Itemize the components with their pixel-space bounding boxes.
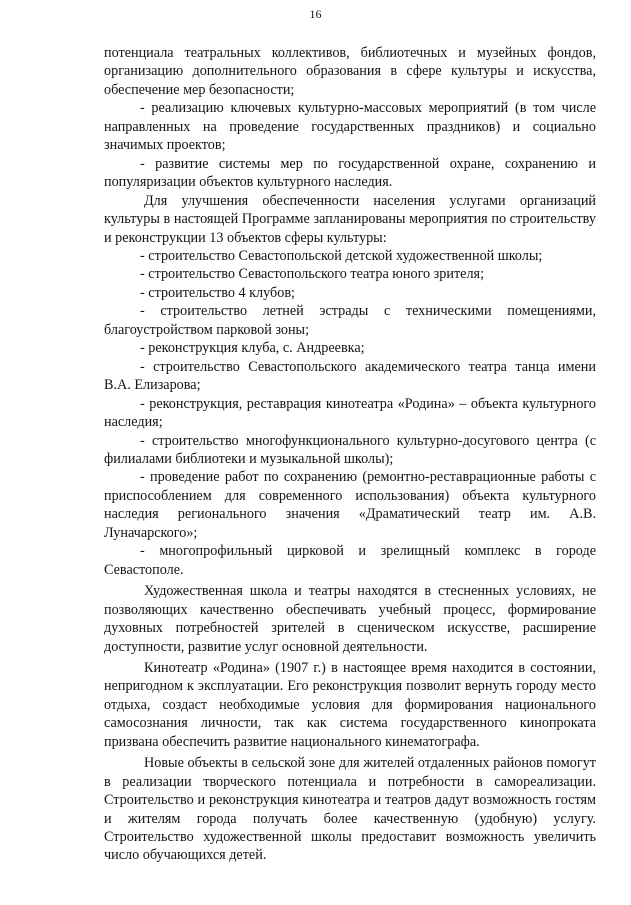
list-item-youth-theatre: - строительство Севастопольского театра юного зрителя;: [140, 266, 485, 283]
list-item-mass-events: - реализацию ключевых культурно-массовых мероприятий (в том числе направленных на проведение государственных праздников) и социально значимых проектов;: [104, 100, 596, 154]
list-item-circus-complex: - многопрофильный цирковой и зрелищный комплекс в городе Севастополе.: [104, 543, 596, 578]
list-item-cultural-center: - строительство многофункционального культурно-досугового центра (с филиалами библиотеки и музыкальной школы);: [104, 432, 596, 467]
list-item-heritage-protection: - развитие системы мер по государственной охране, сохранению и популяризации объектов культурного наследия.: [104, 155, 596, 191]
page-number: 16: [309, 7, 322, 21]
list-item-four-clubs: - строительство 4 клубов;: [140, 284, 295, 301]
list-item-drama-theatre: - проведение работ по сохранению (ремонтно-реставрационные работы с приспособлением для современного использования) объекта культурного наследия регионального значения «Драматический театр им. А.В. Луначарского»;: [104, 469, 596, 541]
paragraph-rural-objects: Новые объекты в сельской зоне для жителей отдаленных районов помогут в реализации творческого потенциала и потребности в самореализации. Строительство и реконструкция кинотеатра и театров дадут возможность гостям и жителям города получать более качественную (удобную) услугу. Строительство художественной школы предоставит возможность увеличить число обучающихся детей.: [104, 755, 596, 864]
list-item-summer-stage: - строительство летней эстрады с техническими помещениями, благоустройством парковой зоны;: [104, 303, 596, 338]
paragraph-cramped-conditions: Художественная школа и театры находятся в стесненных условиях, не позволяющих качественно обеспечивать учебный процесс, формирование духовных потребностей зрителей в сценическом искусстве, расширение доступности, развитие услуг основной деятельности.: [104, 583, 596, 655]
paragraph-intro-continuation: потенциала театральных коллективов, библиотечных и музейных фондов, организацию дополнительного образования в сфере культуры и искусства, обеспечение мер безопасности;: [104, 45, 596, 98]
document-body: [104, 44, 596, 865]
list-item-rodina-cinema: - реконструкция, реставрация кинотеатра «Родина» – объекта культурного наследия;: [104, 395, 596, 431]
paragraph-rodina-cinema: Кинотеатр «Родина» (1907 г.) в настоящее время находится в состоянии, непригодном к эксплуатации. Его реконструкция позволит вернуть городу место отдыха, создаст необходимые условия для формирования национального самосознания личности, так как система государственного кинопроката призвана обеспечить развитие национального кинематографа.: [104, 659, 596, 750]
list-item-art-school: - строительство Севастопольской детской художественной школы;: [140, 247, 543, 264]
paragraph-construction-plan: Для улучшения обеспеченности населения услугами организаций культуры в настоящей Программе запланированы мероприятия по строительству и реконструкции 13 объектов сферы культуры:: [104, 192, 596, 246]
list-item-dance-theatre: - строительство Севастопольского академического театра танца имени В.А. Елизарова;: [104, 358, 596, 394]
list-item-andreevka-club: - реконструкция клуба, с. Андреевка;: [140, 340, 365, 357]
